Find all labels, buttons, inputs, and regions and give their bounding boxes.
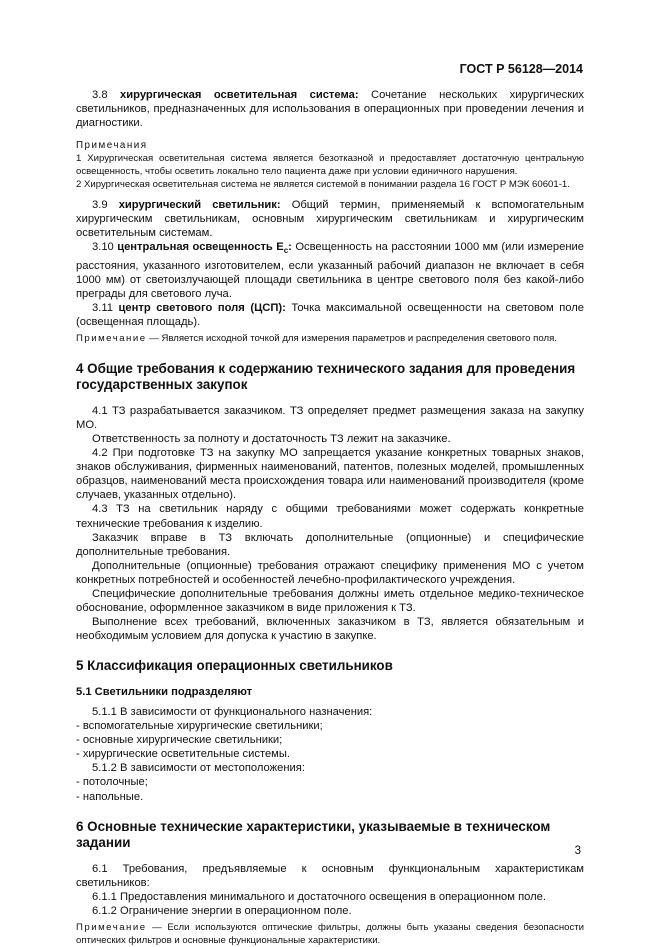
- list-item: - вспомогательные хирургические светильники;: [76, 720, 323, 733]
- list-item: - основные хирургические светильники;: [76, 734, 283, 747]
- note-text: — Является исходной точкой для измерения параметров и распределения светового поля.: [149, 333, 557, 345]
- paragraph: 4.1 ТЗ разрабатывается заказчиком. ТЗ определяет предмет размещения заказа на закупку МО.: [76, 404, 584, 431]
- paragraph: Ответственность за полноту и достаточность ТЗ лежит на заказчике.: [92, 433, 451, 446]
- paragraph: Специфические дополнительные требования должны иметь отдельное медико-техническое обоснование, оформленное заказчиком в виде приложения к ТЗ.: [76, 588, 584, 615]
- paragraph: 4.3 ТЗ на светильник наряду с общими требованиями может содержать конкретные технические требования к изделию.: [76, 503, 584, 530]
- list-item: - напольные.: [76, 790, 144, 803]
- clause-number: 3.9: [92, 199, 108, 212]
- subsection-5-1-title: 5.1 Светильники подразделяют: [76, 685, 253, 698]
- section-6-title: 6 Основные технические характеристики, указываемые в техническом задании: [76, 818, 551, 851]
- note-2: 2 Хирургическая осветительная система не является системой в понимании раздела 16 ГОСТ Р МЭК 60601-1.: [76, 178, 570, 190]
- clause-text: Сочетание нескольких хирургических светильников, предназначенных для использования в операционных при проведении лечения и диагностики.: [76, 89, 584, 130]
- note-center-field: [76, 333, 584, 346]
- clause-text: Точка максимальной освещенности на световом поле (освещенная площадь).: [76, 302, 585, 329]
- paragraph: 6.1.1 Предоставления минимального и достаточного освещения в операционном поле.: [92, 890, 546, 903]
- paragraph: 6.1 Требования, предъявляемые к основным функциональным характеристикам светильников:: [76, 862, 584, 889]
- clause-term: хирургический светильник:: [118, 199, 281, 212]
- standard-code: ГОСТ Р 56128—2014: [459, 62, 583, 76]
- paragraph: Выполнение всех требований, включенных заказчиком в ТЗ, является обязательным и необходимым условием для допуска к участию в закупке.: [76, 616, 584, 643]
- note-text: — Если используются оптические фильтры, должны быть указаны сведения безопасности оптических фильтров и основные функциональные характеристики.: [76, 922, 585, 946]
- clause-term: центральная освещенность $E_c$:: [117, 241, 292, 256]
- list-item: - хирургические осветительные системы.: [76, 748, 291, 761]
- clause-term: центр светового поля (ЦСП):: [118, 302, 286, 315]
- clause-text: Освещенность на расстоянии 1000 мм (или измерение расстояния, указанного изготовителем, если указанный рабочий диапазон не включает в себя 1000 мм) от светоизлучающей площади светильника в центре светового поля без какой-либо преграды для светового луча.: [76, 241, 584, 300]
- page-content: [76, 88, 584, 947]
- clause-3-11: [76, 301, 584, 329]
- paragraph: Заказчик вправе в ТЗ включать дополнительные (опционные) и специфические дополнительные требования.: [76, 531, 584, 558]
- paragraph: 4.2 При подготовке ТЗ на закупку МО запрещается указание конкретных товарных знаков, знаков обслуживания, фирменных наименований, патентов, полезных моделей, промышленных образцов, наименований места происхождения товара или наименований производителя (кроме случаев, указанных отдельно).: [76, 447, 584, 502]
- paragraph: 6.1.2 Ограничение энергии в операционном поле.: [92, 904, 352, 917]
- clause-number: 3.8: [92, 89, 108, 101]
- section-4-title: 4 Общие требования к содержанию технического задания для проведения государственных закупок: [76, 360, 576, 393]
- clause-number: 3.10: [92, 241, 114, 254]
- note-label: Примечание: [76, 922, 147, 934]
- clause-3-10: [76, 240, 584, 301]
- clause-3-9: [76, 198, 584, 240]
- note-1: 1 Хирургическая осветительная система является безотказной и предоставляет достаточную центральную освещенность, чтобы осветить локально тело пациента даже при условии единичного нарушения.: [76, 153, 584, 177]
- clause-number: 3.11: [92, 302, 113, 315]
- paragraph: Дополнительные (опционные) требования отражают специфику применения МО с учетом конкретных потребностей и особенностей лечебно-профилактического учреждения.: [76, 559, 584, 586]
- section-5-title: 5 Классификация операционных светильников: [76, 658, 393, 674]
- clause-term: хирургическая осветительная система:: [120, 89, 359, 101]
- paragraph: 5.1.2 В зависимости от местоположения:: [92, 762, 305, 775]
- paragraph: 5.1.1 В зависимости от функционального назначения:: [92, 706, 373, 719]
- notes-heading: Примечания: [76, 140, 148, 152]
- list-item: - потолочные;: [76, 776, 148, 789]
- clause-text: Общий термин, применяемый к вспомогательным хирургическим светильникам, основным хирургическим светильникам и хирургическим осветительным системам.: [76, 199, 585, 240]
- clause-3-8: [76, 88, 584, 130]
- page-number: 3: [574, 845, 581, 857]
- note-label: Примечание: [76, 333, 147, 345]
